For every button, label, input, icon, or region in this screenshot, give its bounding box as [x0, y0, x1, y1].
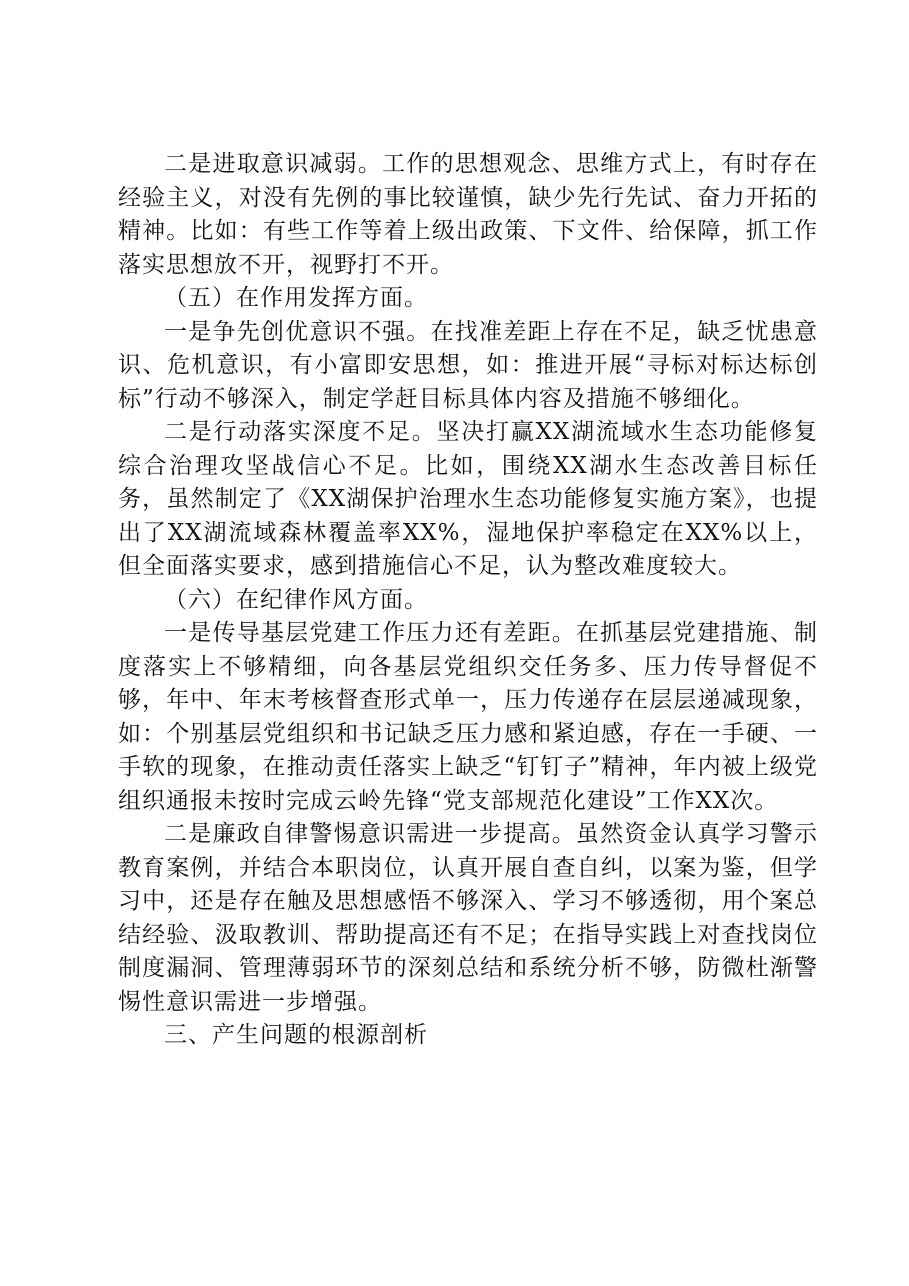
paragraph-excellence-awareness: 一是争先创优意识不强。在找准差距上存在不足，缺乏忧患意识、危机意识，有小富即安思想，如：推进开展“寻标对标达标创标”行动不够深入，制定学赶目标具体内容及措施不够细化。 — [118, 318, 818, 412]
section-heading-root-causes: 三、产生问题的根源剖析 — [164, 1022, 428, 1048]
paragraph-action-implementation: 二是行动落实深度不足。坚决打赢XX湖流域水生态功能修复综合治理攻坚战信心不足。比如，围绕XX湖水生态改善目标任务，虽然制定了《XX湖保护治理水生态功能修复实施方案》，也提出了XX湖流域森林覆盖率XX%，湿地保护率稳定在XX%以上，但全面落实要求，感到措施信心不足，认为整改难度较大。 — [118, 419, 818, 579]
paragraph-integrity-awareness: 二是廉政自律警惕意识需进一步提高。虽然资金认真学习警示教育案例，并结合本职岗位，认真开展自查自纠，以案为鉴，但学习中，还是存在触及思想感悟不够深入、学习不够透彻，用个案总结经验、汲取教训、帮助提高还有不足；在指导实践上对查找岗位制度漏洞、管理薄弱环节的深刻总结和系统分析不够，防微杜渐警惕性意识需进一步增强。 — [118, 821, 818, 1015]
document-body — [118, 148, 818, 1053]
paragraph-party-building-pressure: 一是传导基层党建工作压力还有差距。在抓基层党建措施、制度落实上不够精细，向各基层党组织交任务多、压力传导督促不够，年中、年末考核督查形式单一，压力传递存在层层递减现象，如：个别基层党组织和书记缺乏压力感和紧迫感，存在一手硬、一手软的现象，在推动责任落实上缺乏“钉钉子”精神，年内被上级党组织通报未按时完成云岭先锋“党支部规范化建设”工作XX次。 — [118, 620, 818, 814]
paragraph-enterprising-spirit: 二是进取意识减弱。工作的思想观念、思维方式上，有时存在经验主义，对没有先例的事比较谨慎，缺少先行先试、奋力开拓的精神。比如：有些工作等着上级出政策、下文件、给保障，抓工作落实思想放不开，视野打不开。 — [118, 151, 818, 278]
section-heading-role: （五）在作用发挥方面。 — [164, 285, 428, 311]
section-heading-discipline: （六）在纪律作风方面。 — [164, 586, 428, 613]
